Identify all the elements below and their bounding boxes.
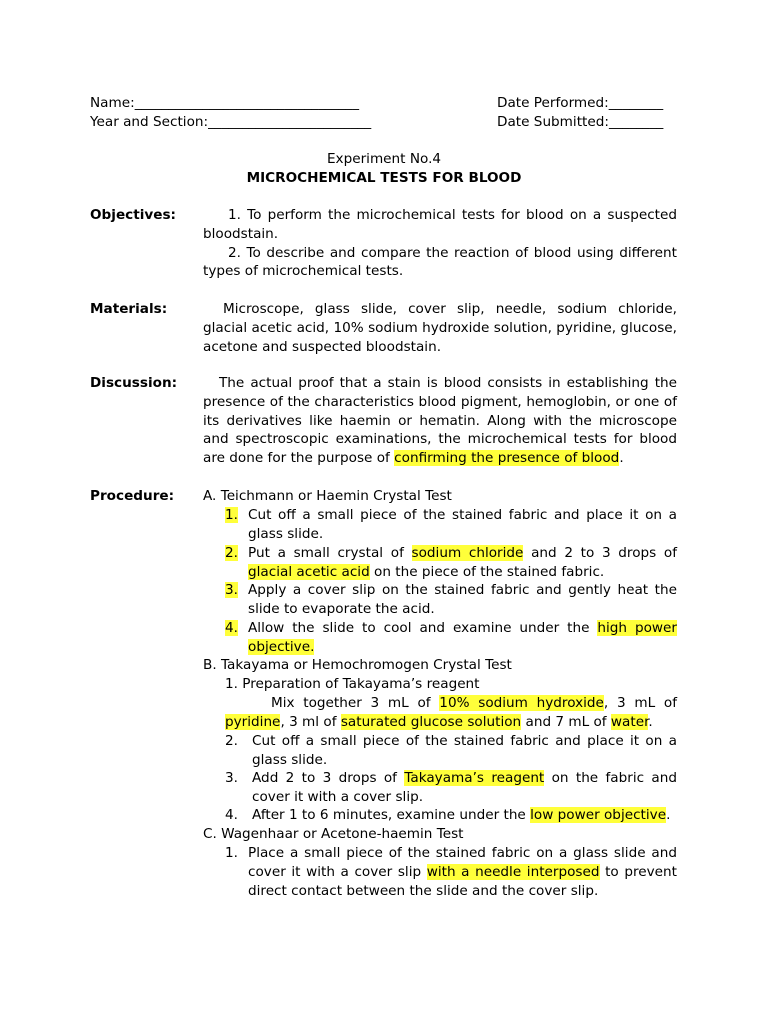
procedure-c-heading: C. Wagenhaar or Acetone-haemin Test [203,826,464,842]
discussion-highlight: confirming the presence of blood [394,450,620,467]
highlight-takayama-reagent: Takayama’s reagent [404,770,545,786]
highlight-pyridine: pyridine [225,713,281,730]
experiment-number: Experiment No.4 [326,151,442,167]
procedure-a-heading: A. Teichmann or Haemin Crystal Test [203,488,452,504]
procedure-b-step-3: Add 2 to 3 drops of Takayama’s reagent on the fabric and cover it with a cover slip. [252,770,677,805]
highlight-needle-interposed: with a needle interposed [426,863,600,880]
discussion-label: Discussion: [90,375,178,391]
objectives-body [203,206,677,281]
header-right [497,94,663,132]
procedure-a-step-1-number: 1. [225,507,238,523]
discussion-end: . [619,450,624,467]
procedure-label: Procedure: [90,488,175,504]
highlight-low-power-objective: low power objective [530,807,667,823]
procedure-b-mix-instructions: Mix together 3 mL of 10% sodium hydroxide, 3 mL of pyridine, 3 ml of saturated glucose solution and 7 mL of water. [225,695,677,730]
date-submitted-label: Date Submitted: [497,113,609,130]
highlight-water: water [610,713,649,730]
objective-1: 1. To perform the microchemical tests for blood on a suspected bloodstain. [203,207,677,242]
materials-label: Materials: [90,301,168,317]
year-section-label: Year and Section: [90,113,209,130]
experiment-title: MICROCHEMICAL TESTS FOR BLOOD [246,170,522,186]
highlight-sodium-chloride: sodium chloride [411,545,524,561]
highlight-high-power-objective: high power objective. [248,620,677,655]
procedure-b-step-4: After 1 to 6 minutes, examine under the low power objective. [252,807,671,823]
procedure-b-step-2: Cut off a small piece of the stained fabric and place it on a glass slide. [252,733,677,768]
header-left [90,94,371,132]
procedure-c-step-1: Place a small piece of the stained fabric on a glass slide and cover it with a cover slip with a needle interposed to prevent direct contact between the slide and the cover slip. [248,845,677,899]
procedure-b-step-4-number: 4. [225,807,238,823]
objectives-label: Objectives: [90,207,176,223]
procedure-a-step-2: Put a small crystal of sodium chloride and 2 to 3 drops of glacial acetic acid on the piece of the stained fabric. [248,545,677,580]
date-performed-field[interactable]: ________ [608,95,664,111]
year-section-field[interactable]: ________________________ [208,113,372,130]
procedure-a-step-4: Allow the slide to cool and examine under the high power objective. [248,620,677,655]
date-submitted-field[interactable]: ________ [608,113,664,130]
procedure-a-step-3-number: 3. [225,582,238,598]
procedure-a-step-2-number: 2. [225,545,238,561]
discussion-text [203,374,677,468]
procedure-b-step-1: 1. Preparation of Takayama’s reagent [225,676,480,692]
materials-text: Microscope, glass slide, cover slip, needle, sodium chloride, glacial acetic acid, 10% sodium hydroxide solution, pyridine, glucose, acetone and suspected bloodstain. [203,301,677,355]
procedure-a-step-1: Cut off a small piece of the stained fabric and place it on a glass slide. [248,507,677,542]
date-performed-label: Date Performed: [497,95,609,111]
highlight-sodium-hydroxide: 10% sodium hydroxide [439,695,604,711]
procedure-a-step-4-number: 4. [225,620,238,636]
procedure-c-step-1-number: 1. [225,845,238,861]
name-label: Name: [90,95,135,111]
procedure-b-heading: B. Takayama or Hemochromogen Crystal Test [203,657,512,673]
procedure-b-step-2-number: 2. [225,733,238,749]
name-field[interactable]: _________________________________ [134,95,359,111]
procedure-b-step-3-number: 3. [225,770,238,786]
discussion-body: The actual proof that a stain is blood consists in establishing the presence of the characteristics blood pigment, hemoglobin, or one of its derivatives like haemin or hematin. Along with the microscope and spectroscopic examinations, the microchemical tests for blood are done for the purpose of [203,375,677,467]
objective-2: 2. To describe and compare the reaction of blood using different types of microchemical tests. [203,244,677,280]
highlight-glacial-acetic-acid: glacial acetic acid [248,563,370,580]
highlight-glucose-solution: saturated glucose solution [340,713,522,730]
procedure-a-step-3: Apply a cover slip on the stained fabric and gently heat the slide to evaporate the acid. [248,582,677,617]
